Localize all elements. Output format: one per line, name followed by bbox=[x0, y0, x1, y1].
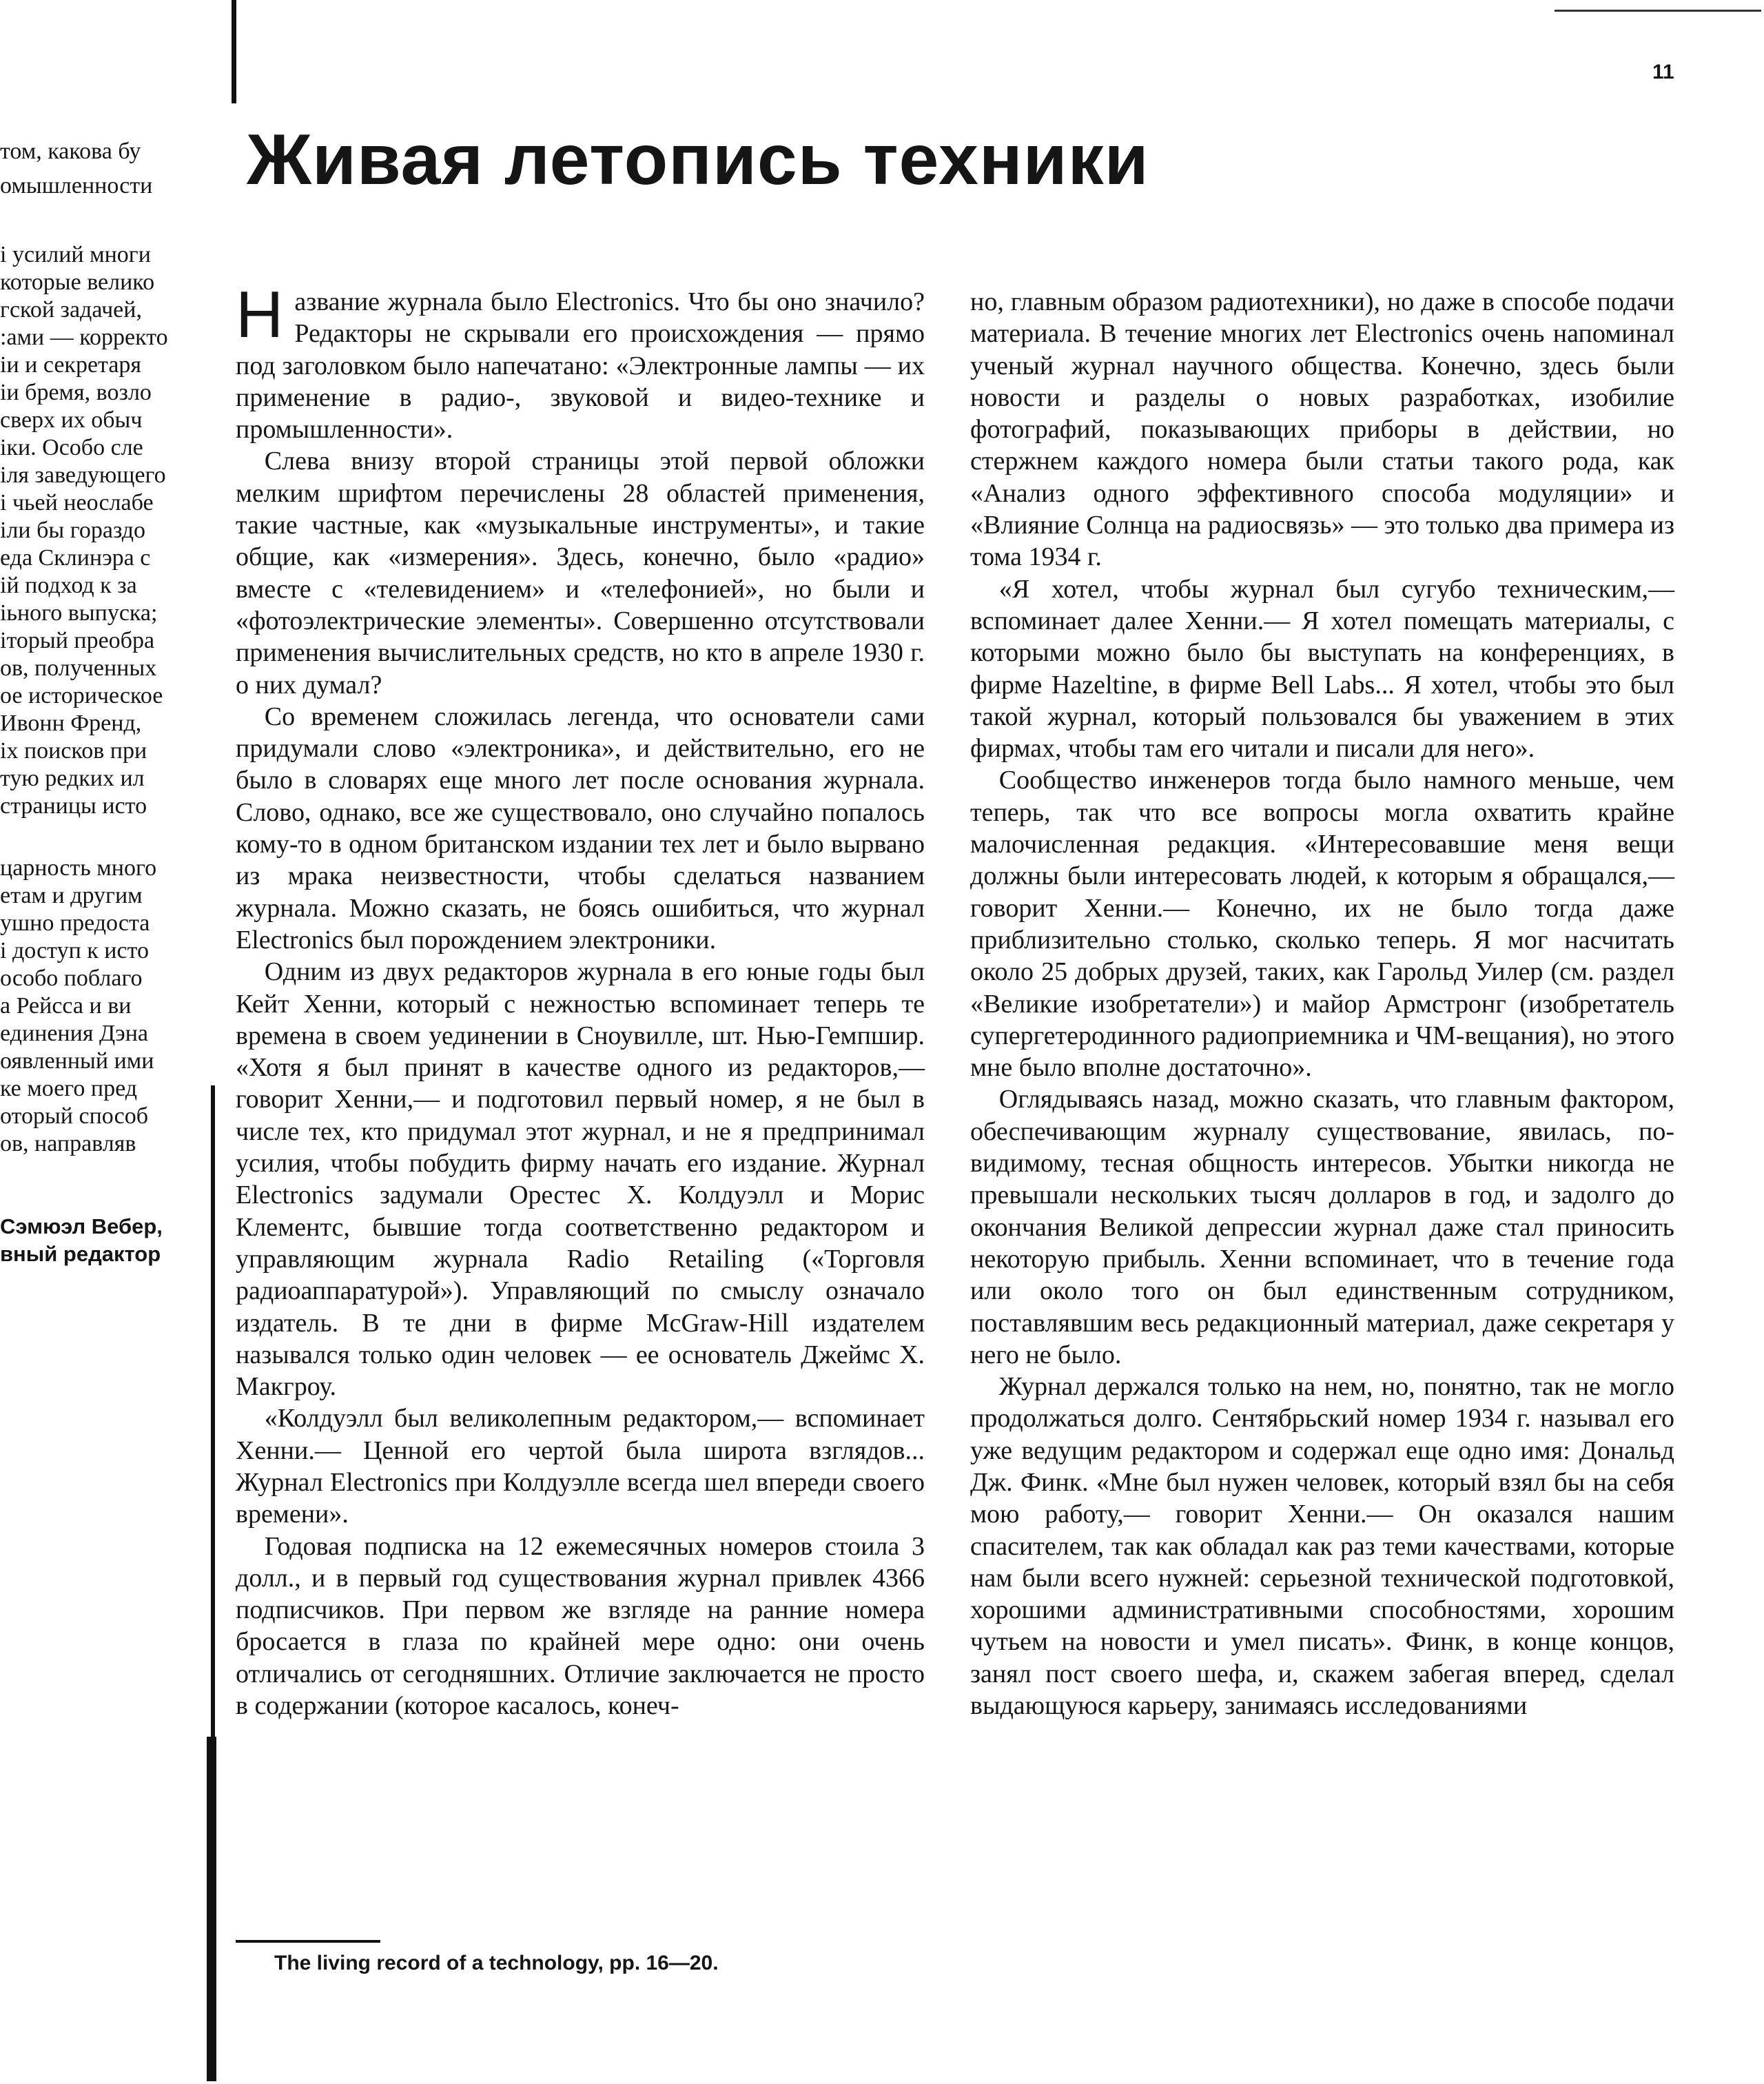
previous-article-line: ушно предоста bbox=[0, 910, 150, 936]
paragraph bbox=[236, 278, 925, 445]
paragraph: «Колдуэлл был великолепным редактором,— вспоминает Хенни.— Ценной его чертой была широта взглядов... Журнал Electronics при Колдуэлле всегда шел впереди своего времени». bbox=[236, 1404, 925, 1529]
previous-article-line: ов, полученных bbox=[0, 655, 157, 681]
previous-article-line: Ивонн Френд, bbox=[0, 711, 142, 736]
previous-article-line: а Рейсса и ви bbox=[0, 993, 132, 1019]
paragraph: Оглядываясь назад, можно сказать, что главным фактором, обеспечивающим журналу существование, явилась, по-видимому, тесная общность интересов. Убытки никогда не превышали нескольких тысяч долларов в год, и задолго до окончания Великой депрессии журнал даже стал приносить некоторую прибыль. Хенни вспоминает, что в течение года или около того он был единственным сотрудником, поставлявшим весь редакционный материал, даже секретаря у него не было. bbox=[970, 1085, 1674, 1369]
previous-article-line: іи бремя, возло bbox=[0, 380, 152, 405]
article-column-2 bbox=[970, 286, 1674, 1722]
previous-article-line: вный редактор bbox=[0, 1242, 161, 1266]
previous-article-line: оторый способ bbox=[0, 1103, 149, 1129]
article-title: Живая летопись техники bbox=[247, 120, 1149, 200]
previous-article-line: іли бы гораздо bbox=[0, 518, 146, 543]
paragraph: Годовая подписка на 12 ежемесячных номеров стоила 3 долл., и в первый год существования журнал привлек 4366 подписчиков. При первом же взгляде на ранние номера бросается в глаза по крайней мере одно: они очень отличались от сегодняшних. Отличие заключается не просто в содержании (которое касалось, конеч- bbox=[236, 1531, 925, 1721]
previous-article-line: страницы исто bbox=[0, 793, 147, 819]
previous-article-line: іьного выпуска; bbox=[0, 600, 158, 626]
previous-article-fragment bbox=[0, 0, 234, 1371]
paragraph: Одним из двух редакторов журнала в его юные годы был Кейт Хенни, который с нежностью вспоминает теперь те времена в своем уединении в Сноувилле, шт. Нью-Гемпшир. «Хотя я был принят в качестве одного из редакторов,— говорит Хенни,— и подготовил первый номер, я не был в числе тех, кто придумал этот журнал, и не я предпринимал усилия, чтобы побудить фирму начать его издание. Журнал Electronics задумали Орестес Х. Колдуэлл и Морис Клементс, бывшие тогда соответственно редактором и управляющим журнала Radio Retailing («Торговля радиоаппаратурой»). Управляющий по смыслу означало издатель. В те дни в фирме McGraw-Hill издателем назывался только один человек — ее основатель Джеймс Х. Макгроу. bbox=[236, 957, 925, 1402]
article-column-1 bbox=[236, 278, 925, 1722]
previous-article-line: і усилий многи bbox=[0, 242, 151, 267]
previous-article-line: іторый преобра bbox=[0, 628, 155, 653]
paragraph: Журнал держался только на нем, но, понятно, так не могло продолжаться долго. Сентябрьский номер 1934 г. называл его уже ведущим редактором и содержал еще одно имя: Дональд Дж. Финк. «Мне был нужен человек, который взял бы на себя мою работу,— говорит Хенни.— Он оказался нашим спасителем, так как обладал как раз теми качествами, которые нам были всего нужней: серьезной технической подготовкой, хорошими административными способностями, хорошим чутьем на новости и умел писать». Финк, в конце концов, занял пост своего шефа, и, скажем забегая вперед, сделал выдающуюся карьеру, занимаясь исследованиями bbox=[970, 1372, 1674, 1721]
previous-article-line: ов, направляв bbox=[0, 1131, 136, 1156]
previous-article-line: етам и другим bbox=[0, 883, 143, 908]
previous-article-line: том, какова бу bbox=[0, 139, 141, 164]
top-rule bbox=[1555, 10, 1761, 12]
drop-cap: Н bbox=[236, 278, 284, 351]
previous-article-line: которые велико bbox=[0, 269, 155, 295]
paragraph: Слева внизу второй страницы этой первой обложки мелким шрифтом перечислены 28 областей применения, такие частные, как «музыкальные инструменты», и такие общие, как «измерения». Здесь, конечно, было «радио» вместе с «телевидением» и «телефонией», но были и «фотоэлектрические элементы». Совершенно отсутствовали применения вычислительных средств, но кто в апреле 1930 г. о них думал? bbox=[236, 447, 925, 699]
previous-article-line: іх поисков при bbox=[0, 738, 147, 764]
previous-article-line: тую редких ил bbox=[0, 766, 145, 791]
paragraph: но, главным образом радиотехники), но даже в способе подачи материала. В течение многих лет Electronics очень напоминал ученый журнал научного общества. Конечно, здесь были новости и разделы о новых разработках, изобилие фотографий, показывающих приборы в действии, но стержнем каждого номера были статьи такого рода, как «Анализ одного эффективного способа модуляции» и «Влияние Солнца на радиосвязь» — это только два примера из тома 1934 г. bbox=[970, 287, 1674, 572]
previous-article-line: ое историческое bbox=[0, 683, 163, 708]
previous-article-line: іи и секретаря bbox=[0, 352, 142, 378]
previous-article-line: :ами — корректо bbox=[0, 325, 168, 350]
previous-article-line: единения Дэна bbox=[0, 1021, 149, 1046]
previous-article-line: іки. Особо сле bbox=[0, 435, 143, 460]
previous-article-line: Сэмюэл Вебер, bbox=[0, 1214, 163, 1238]
previous-article-line: ке моего пред bbox=[0, 1076, 138, 1101]
previous-article-line: особо поблаго bbox=[0, 966, 143, 991]
paragraph: Со временем сложилась легенда, что основатели сами придумали слово «электроника», и действительно, его не было в словарях еще много лет после основания журнала. Слово, однако, все же существовало, оно случайно попалось кому-то в одном британском издании тех лет и было вырвано из мрака неизвестности, чтобы сделаться названием журнала. Можно сказать, не боясь ошибиться, что журнал Electronics был порождением электроники. bbox=[236, 702, 925, 954]
previous-article-line: сверх их обыч bbox=[0, 407, 143, 433]
page-number: 11 bbox=[1652, 61, 1674, 83]
footnote-rule bbox=[236, 1940, 380, 1943]
paragraph: «Я хотел, чтобы журнал был сугубо техническим,— вспоминает далее Хенни.— Я хотел помещать материалы, с которыми можно было бы выступать на конференциях, в фирме Hazeltine, в фирме Bell Labs... Я хотел, чтобы это был такой журнал, который пользовался бы уважением в этих фирмах, чтобы там его читали и писали для него». bbox=[970, 574, 1674, 764]
paragraph: Сообщество инженеров тогда было намного меньше, чем теперь, так что все вопросы могла охватить крайне малочисленная редакция. «Интересовавшие меня вещи должны были интересовать людей, к которым я обращался,— говорит Хенни.— Конечно, их не было тогда даже приблизительно столько, сколько теперь. Я мог насчитать около 25 добрых друзей, таких, как Гарольд Уилер (см. раздел «Великие изобретатели») и майор Армстронг (изобретатель супергетеродинного радиоприемника и ЧМ-вещания), но этого мне было вполне достаточно». bbox=[970, 766, 1674, 1083]
previous-article-line: оявленный ими bbox=[0, 1048, 154, 1074]
previous-article-line: гской задачей, bbox=[0, 297, 142, 323]
previous-article-line: іля заведующего bbox=[0, 462, 166, 488]
previous-article-line: і чьей неослабе bbox=[0, 490, 154, 515]
previous-article-line: і доступ к исто bbox=[0, 938, 150, 963]
previous-article-line: омышленности bbox=[0, 173, 153, 198]
previous-article-line: еда Склинэра с bbox=[0, 545, 151, 571]
previous-article-line: царность много bbox=[0, 855, 157, 881]
paragraph-text: азвание журнала было Electronics. Что бы оно значило? Редакторы не скрывали его происхождения — прямо под заголовком было напечатано: «Электронные лампы — их применение в радио-, звуковой и видео-технике и промышленности». bbox=[236, 287, 925, 445]
footnote: The living record of a technology, pp. 16—20. bbox=[274, 1952, 719, 1974]
scan-edge-shadow bbox=[207, 1737, 216, 2081]
previous-article-line: ій подход к за bbox=[0, 573, 137, 598]
